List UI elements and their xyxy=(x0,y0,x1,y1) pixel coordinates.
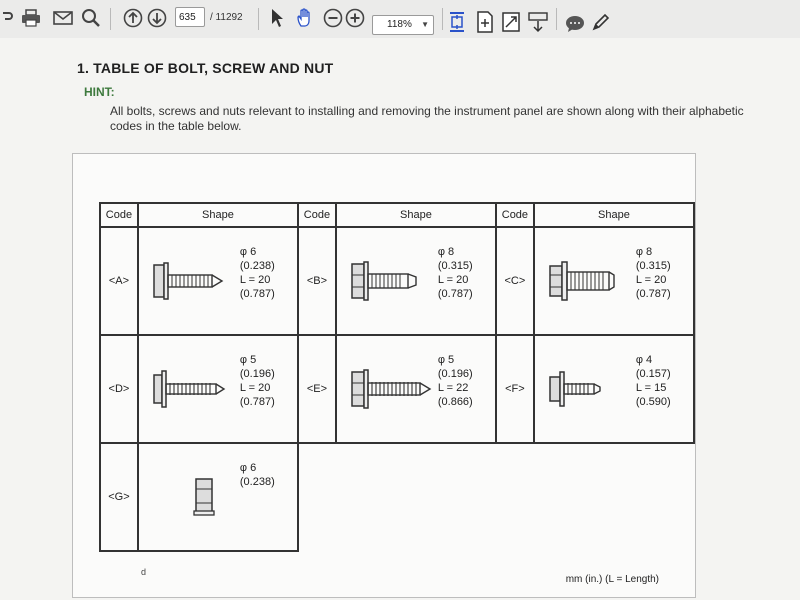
table-row xyxy=(100,227,694,335)
code-cell: <C> xyxy=(496,227,534,335)
spec-length: L = 20 xyxy=(437,274,469,286)
select-cursor-icon[interactable] xyxy=(268,6,286,30)
shape-cell xyxy=(138,335,298,443)
bolt-short-drawing xyxy=(548,369,618,409)
spec-diameter-in: (0.196) xyxy=(437,368,473,380)
screw-washer-drawing xyxy=(152,369,232,409)
bolt-flange-drawing xyxy=(548,261,628,301)
fullscreen-icon[interactable] xyxy=(526,10,550,34)
zoom-value: 118% xyxy=(387,19,412,30)
toolbar-divider xyxy=(556,8,557,30)
spec-diameter: φ 4 xyxy=(635,354,653,366)
rotate-icon[interactable] xyxy=(500,10,522,34)
screw-long-drawing xyxy=(350,369,434,409)
toolbar-divider xyxy=(258,8,259,30)
toolbar xyxy=(0,0,800,39)
shape-cell xyxy=(336,335,496,443)
export-icon[interactable] xyxy=(474,10,496,34)
spec-diameter: φ 5 xyxy=(239,354,257,366)
page-total: / 11292 xyxy=(210,12,243,23)
code-cell: <B> xyxy=(298,227,336,335)
spec-diameter-in: (0.238) xyxy=(239,260,275,272)
email-icon[interactable] xyxy=(52,6,74,30)
toolbar-divider xyxy=(110,8,111,30)
spec-diameter: φ 6 xyxy=(239,246,257,258)
zoom-in-icon[interactable] xyxy=(344,6,366,30)
shape-cell xyxy=(336,227,496,335)
fit-icon[interactable] xyxy=(446,10,468,34)
spec-diameter-in: (0.157) xyxy=(635,368,671,380)
spec-length: L = 20 xyxy=(239,274,271,286)
zoom-out-icon[interactable] xyxy=(322,6,344,30)
code-cell: <E> xyxy=(298,335,336,443)
spec-length: L = 22 xyxy=(437,382,469,394)
document-page xyxy=(0,38,800,600)
column-header-code: Code xyxy=(496,203,534,227)
spec-diameter: φ 8 xyxy=(635,246,653,258)
section-heading: 1. TABLE OF BOLT, SCREW AND NUT xyxy=(77,60,334,76)
code-cell: <A> xyxy=(100,227,138,335)
column-header-code: Code xyxy=(100,203,138,227)
undo-icon[interactable] xyxy=(0,6,14,30)
code-cell: <F> xyxy=(496,335,534,443)
column-header-shape: Shape xyxy=(336,203,496,227)
spec-diameter: φ 6 xyxy=(239,462,257,474)
spec-diameter-in: (0.315) xyxy=(437,260,473,272)
spec-length-in: (0.787) xyxy=(239,288,275,300)
shape-cell xyxy=(138,443,298,551)
zoom-select[interactable] xyxy=(372,15,434,35)
spec-diameter: φ 5 xyxy=(437,354,455,366)
table-row xyxy=(100,335,694,443)
bolt-washer-drawing xyxy=(152,261,232,301)
spec-length-in: (0.866) xyxy=(437,396,473,408)
page-marker: d xyxy=(141,567,147,577)
code-cell: <G> xyxy=(100,443,138,551)
spec-length: L = 20 xyxy=(239,382,271,394)
chevron-down-icon: ▼ xyxy=(421,20,429,29)
shape-cell xyxy=(138,227,298,335)
spec-length-in: (0.787) xyxy=(239,396,275,408)
column-header-shape: Shape xyxy=(534,203,694,227)
unit-footnote: mm (in.) (L = Length) xyxy=(565,574,659,585)
shape-cell xyxy=(534,227,694,335)
spec-length: L = 20 xyxy=(635,274,667,286)
bolt-hex-drawing xyxy=(350,261,430,301)
comment-icon[interactable] xyxy=(564,12,586,36)
spec-length-in: (0.787) xyxy=(437,288,473,300)
spec-diameter-in: (0.238) xyxy=(239,476,275,488)
column-header-shape: Shape xyxy=(138,203,298,227)
spec-length: L = 15 xyxy=(635,382,667,394)
hint-text: All bolts, screws and nuts relevant to installing and removing the instrument panel are shown along with their alphabetic codes in the table below. xyxy=(110,104,744,133)
search-icon[interactable] xyxy=(80,6,102,30)
spec-diameter: φ 8 xyxy=(437,246,455,258)
code-cell: <D> xyxy=(100,335,138,443)
table-header-row xyxy=(100,203,694,227)
hand-icon[interactable] xyxy=(294,6,316,30)
page-number-input[interactable]: 635 xyxy=(175,7,205,27)
spec-length-in: (0.590) xyxy=(635,396,671,408)
toolbar-divider xyxy=(442,8,443,30)
spec-diameter-in: (0.196) xyxy=(239,368,275,380)
bolt-table xyxy=(99,202,695,552)
column-header-code: Code xyxy=(298,203,336,227)
page-down-icon[interactable] xyxy=(146,6,168,30)
print-icon[interactable] xyxy=(20,6,42,30)
pen-icon[interactable] xyxy=(590,10,612,34)
bolt-table-figure xyxy=(72,153,696,598)
page-up-icon[interactable] xyxy=(122,6,144,30)
spec-length-in: (0.787) xyxy=(635,288,671,300)
empty-cell xyxy=(298,443,694,551)
hint-label: HINT: xyxy=(84,85,115,99)
spec-diameter-in: (0.315) xyxy=(635,260,671,272)
shape-cell xyxy=(534,335,694,443)
table-row xyxy=(100,443,694,551)
